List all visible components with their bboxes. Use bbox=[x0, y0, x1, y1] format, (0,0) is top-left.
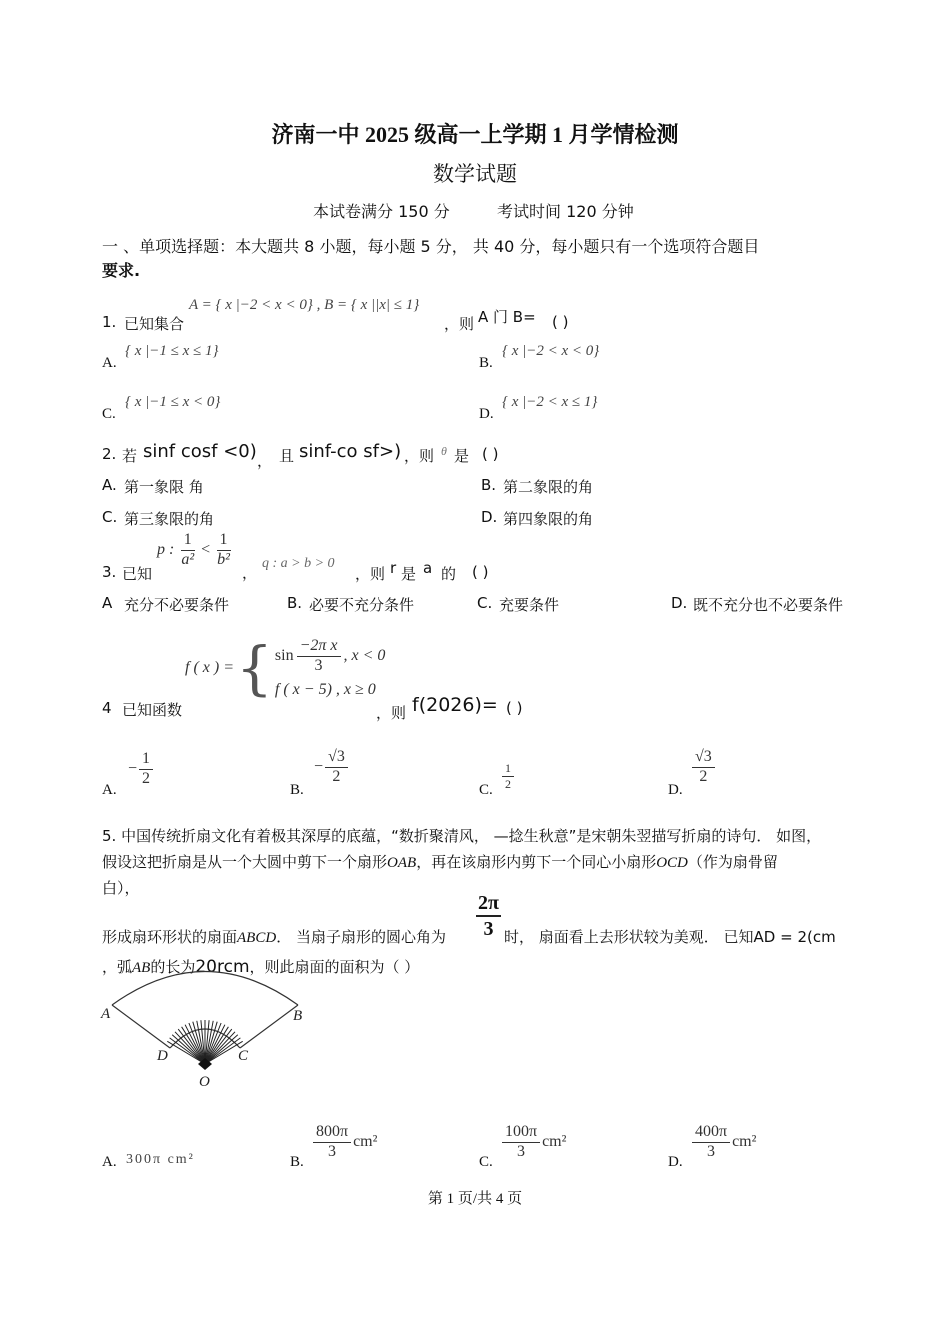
q2-option-b-letter: B. bbox=[481, 476, 497, 494]
q4-case-2: f ( x − 5) , x ≥ 0 bbox=[274, 680, 376, 698]
q4-brace: { bbox=[236, 634, 273, 703]
q2-condition-1: sinf cosf <0) bbox=[143, 441, 257, 462]
q4-option-b-letter: B. bbox=[290, 782, 304, 798]
q2-number: 2. bbox=[102, 445, 117, 463]
q1-stem-suffix: ，则 bbox=[444, 315, 475, 333]
q3-option-c: 充要条件 bbox=[499, 596, 560, 614]
q2-option-c: 第三象限的角 bbox=[124, 510, 215, 528]
q5-option-b-den: 3 bbox=[328, 1142, 337, 1160]
fan-edge-ad bbox=[112, 1005, 170, 1048]
q3-frac1-num: 1 bbox=[181, 532, 195, 551]
q3-less-than: < bbox=[201, 541, 211, 559]
q2-option-d: 第四象限的角 bbox=[503, 510, 594, 528]
q3-condition-p bbox=[157, 532, 233, 569]
q5-option-a-letter: A. bbox=[102, 1154, 117, 1170]
q5-option-c-den: 3 bbox=[517, 1142, 526, 1160]
exam-time-info: 考试时间 120 分钟 bbox=[497, 202, 634, 221]
q4-case1-den: 3 bbox=[314, 656, 323, 674]
label-b: B bbox=[293, 1008, 303, 1024]
q4-piecewise-function bbox=[185, 634, 386, 703]
q1-option-d: { x |−2 < x ≤ 1} bbox=[502, 394, 598, 410]
page-footer: 第 1 页/共 4 页 bbox=[427, 1191, 523, 1207]
q5-option-b-fraction bbox=[313, 1124, 351, 1161]
q5-line-2 bbox=[102, 851, 778, 872]
q1-option-c-letter: C. bbox=[102, 406, 116, 422]
q1-number: 1. bbox=[102, 313, 117, 331]
q5-line5-c: ，则此扇面的面积为（ ） bbox=[249, 958, 420, 976]
q4-case1-num: −2π x bbox=[297, 638, 341, 657]
q4-option-a bbox=[128, 751, 153, 788]
q4-option-b-num: √3 bbox=[325, 749, 348, 768]
q1-option-b-letter: B. bbox=[479, 355, 493, 371]
section-heading: 一 、单项选择题：本大题共 8 小题，每小题 5 分， 共 40 分，每小题只有一个选项符合题目 bbox=[102, 237, 760, 256]
q4-option-b-den: 2 bbox=[332, 767, 341, 785]
q2-stem-b: 且 bbox=[279, 447, 295, 465]
q4-option-a-sign: − bbox=[128, 760, 138, 778]
q2-option-b: 第二象限的角 bbox=[503, 478, 594, 496]
q4-option-b bbox=[314, 749, 348, 786]
q4-option-d bbox=[692, 749, 715, 786]
q4-case1-condition: , x < 0 bbox=[343, 647, 386, 665]
q5-line4-c: 时， 扇面看上去形状较为美观． 已知 bbox=[504, 928, 754, 946]
q1-set-definition: A = { x |−2 < x < 0} , B = { x ||x| ≤ 1} bbox=[189, 297, 420, 313]
q4-stem-prefix: 已知函数 bbox=[122, 701, 183, 719]
q1-option-c: { x |−1 ≤ x < 0} bbox=[125, 394, 221, 410]
q5-line-1: 5. 中国传统折扇文化有着极其深厚的底蕴，“数折聚清风， —捻生秋意”是宋朝朱翌描写折扇的诗句． 如图， bbox=[102, 827, 822, 845]
q4-option-d-fraction bbox=[692, 749, 715, 786]
q3-stem-mid: ，则 bbox=[355, 565, 386, 583]
q5-option-d-letter: D. bbox=[668, 1154, 683, 1170]
q3-of: 的 bbox=[441, 565, 457, 583]
q5-option-d-unit: cm² bbox=[732, 1133, 757, 1151]
fan-rib bbox=[205, 1029, 232, 1064]
q3-number: 3. bbox=[102, 563, 117, 581]
q4-option-c-den: 2 bbox=[505, 776, 511, 791]
q5-option-d-den: 3 bbox=[707, 1142, 716, 1160]
q2-option-d-letter: D. bbox=[481, 508, 498, 526]
q3-option-d-letter: D. bbox=[671, 594, 688, 612]
fan-outer-arc bbox=[112, 972, 298, 1006]
section-heading-cont: 要求. bbox=[102, 261, 141, 280]
q2-option-c-letter: C. bbox=[102, 508, 118, 526]
q3-r: r bbox=[390, 559, 397, 577]
label-c: C bbox=[238, 1048, 249, 1064]
q1-stem-prefix: 已知集合 bbox=[124, 315, 185, 333]
q4-case1-fn: sin bbox=[274, 647, 294, 665]
q5-option-a: 300π cm² bbox=[126, 1152, 195, 1167]
q2-separator: ， bbox=[257, 452, 273, 470]
q2-stem-a: 若 bbox=[122, 447, 138, 465]
label-a: A bbox=[101, 1006, 111, 1022]
exam-title: 济南一中 2025 级高一上学期 1 月学情检测 bbox=[271, 122, 679, 147]
full-score-info: 本试卷满分 150 分 bbox=[313, 202, 450, 221]
q4-option-c-num: 1 bbox=[502, 762, 514, 777]
q5-option-c-letter: C. bbox=[479, 1154, 493, 1170]
exam-subject: 数学试题 bbox=[433, 162, 517, 186]
q5-option-c-num: 100π bbox=[502, 1124, 540, 1143]
fan-figure bbox=[98, 968, 313, 1093]
fan-ribs bbox=[167, 1020, 242, 1064]
q5-option-d bbox=[692, 1124, 756, 1161]
q4-option-c-fraction bbox=[502, 762, 514, 790]
q4-number: 4 bbox=[102, 699, 112, 717]
q5-option-b bbox=[313, 1124, 377, 1161]
q3-option-c-letter: C. bbox=[477, 594, 493, 612]
q2-option-a: 第一象限 角 bbox=[124, 478, 204, 496]
q5-line2-c: （作为扇骨留 bbox=[687, 853, 778, 871]
q4-option-d-letter: D. bbox=[668, 782, 683, 798]
q2-stem-c: ，则 bbox=[404, 447, 435, 465]
q5-ad: AD = 2(cm bbox=[753, 928, 836, 946]
q4-cases bbox=[275, 638, 386, 699]
q5-option-c-fraction bbox=[502, 1124, 540, 1161]
q5-option-c bbox=[502, 1124, 566, 1161]
q2-stem-d: 是 bbox=[454, 447, 470, 465]
q3-answer-paren: ( ) bbox=[472, 563, 489, 581]
q4-option-a-letter: A. bbox=[102, 782, 117, 798]
q3-option-d: 既不充分也不必要条件 bbox=[693, 596, 844, 614]
q4-stem-suffix: ，则 bbox=[376, 704, 407, 722]
q4-option-d-num: √3 bbox=[692, 749, 715, 768]
q4-option-a-num: 1 bbox=[139, 751, 153, 770]
q4-option-d-den: 2 bbox=[699, 767, 708, 785]
label-o: O bbox=[199, 1074, 210, 1090]
fan-rib bbox=[178, 1029, 205, 1064]
q4-option-b-sign: − bbox=[314, 758, 324, 776]
q3-is: 是 bbox=[401, 565, 417, 583]
q4-fx: f ( x ) = bbox=[185, 659, 234, 677]
q4-option-a-den: 2 bbox=[142, 769, 151, 787]
q1-option-a-letter: A. bbox=[102, 355, 117, 371]
q3-comma: ， bbox=[242, 564, 258, 582]
q5-option-d-num: 400π bbox=[692, 1124, 730, 1143]
q4-case-1 bbox=[275, 638, 386, 675]
q5-oab: OAB bbox=[387, 855, 417, 871]
q4-option-c-letter: C. bbox=[479, 782, 493, 798]
q1-answer-paren: ( ) bbox=[552, 313, 569, 331]
q5-angle-num: 2π bbox=[476, 893, 501, 917]
q3-option-b: 必要不充分条件 bbox=[309, 596, 415, 614]
q5-line5-a: ，弧 bbox=[102, 958, 133, 976]
q3-stem-prefix: 已知 bbox=[122, 565, 153, 583]
q4-expression: f(2026)= bbox=[412, 694, 498, 716]
q1-option-b: { x |−2 < x < 0} bbox=[502, 343, 600, 359]
q5-line4-a: 形成扇环形状的扇面 bbox=[102, 928, 238, 946]
q5-option-c-unit: cm² bbox=[542, 1133, 567, 1151]
q2-condition-2: sinf-co sf>) bbox=[299, 441, 402, 462]
q3-option-a: 充分不必要条件 bbox=[124, 596, 230, 614]
q3-condition-q: q : a > b > 0 bbox=[262, 556, 335, 571]
q5-option-d-fraction bbox=[692, 1124, 730, 1161]
q5-line-3: 白）， bbox=[102, 879, 140, 897]
q1-option-a: { x |−1 ≤ x ≤ 1} bbox=[125, 343, 219, 359]
q3-option-a-letter: A bbox=[102, 594, 113, 612]
q3-p-label: p : bbox=[157, 541, 175, 559]
q5-ocd: OCD bbox=[656, 855, 688, 871]
q5-line5-b: 的长为 bbox=[150, 958, 196, 976]
q5-line2-a: 假设这把折扇是从一个大圆中剪下一个扇形 bbox=[102, 853, 388, 871]
q1-option-d-letter: D. bbox=[479, 406, 494, 422]
q3-fraction-1 bbox=[178, 532, 197, 569]
q5-option-b-unit: cm² bbox=[353, 1133, 378, 1151]
q5-ab: AB bbox=[132, 960, 151, 976]
q2-option-a-letter: A. bbox=[102, 476, 117, 494]
fan-edge-bc bbox=[240, 1005, 298, 1048]
q5-option-b-num: 800π bbox=[313, 1124, 351, 1143]
q5-line-4a bbox=[102, 926, 446, 947]
q5-abcd: ABCD bbox=[237, 930, 277, 946]
q2-answer-paren: ( ) bbox=[482, 445, 499, 463]
q5-option-b-letter: B. bbox=[290, 1154, 304, 1170]
q5-angle-fraction bbox=[476, 893, 501, 939]
q5-line4-b: ． 当扇子扇形的圆心角为 bbox=[276, 928, 446, 946]
q3-fraction-2 bbox=[214, 532, 233, 569]
q4-option-a-fraction bbox=[139, 751, 153, 788]
q5-line2-b: ，再在该扇形内剪下一个同心小扇形 bbox=[416, 853, 657, 871]
q3-frac2-num: 1 bbox=[217, 532, 231, 551]
q4-case1-fraction bbox=[297, 638, 341, 675]
q2-theta: θ bbox=[441, 444, 447, 458]
q4-option-c bbox=[502, 762, 514, 790]
q1-expression: A 门 B= bbox=[478, 308, 536, 326]
q3-option-b-letter: B. bbox=[287, 594, 303, 612]
q3-frac1-den: a² bbox=[181, 550, 195, 568]
q4-answer-paren: ( ) bbox=[506, 699, 523, 717]
q5-line-4b bbox=[504, 926, 836, 947]
q5-angle-den: 3 bbox=[483, 918, 494, 940]
label-d: D bbox=[157, 1048, 168, 1064]
q4-option-b-fraction bbox=[325, 749, 348, 786]
q3-a: a bbox=[423, 559, 433, 577]
q3-frac2-den: b² bbox=[217, 550, 230, 568]
q5-arc-length: 20rcm bbox=[195, 957, 250, 977]
